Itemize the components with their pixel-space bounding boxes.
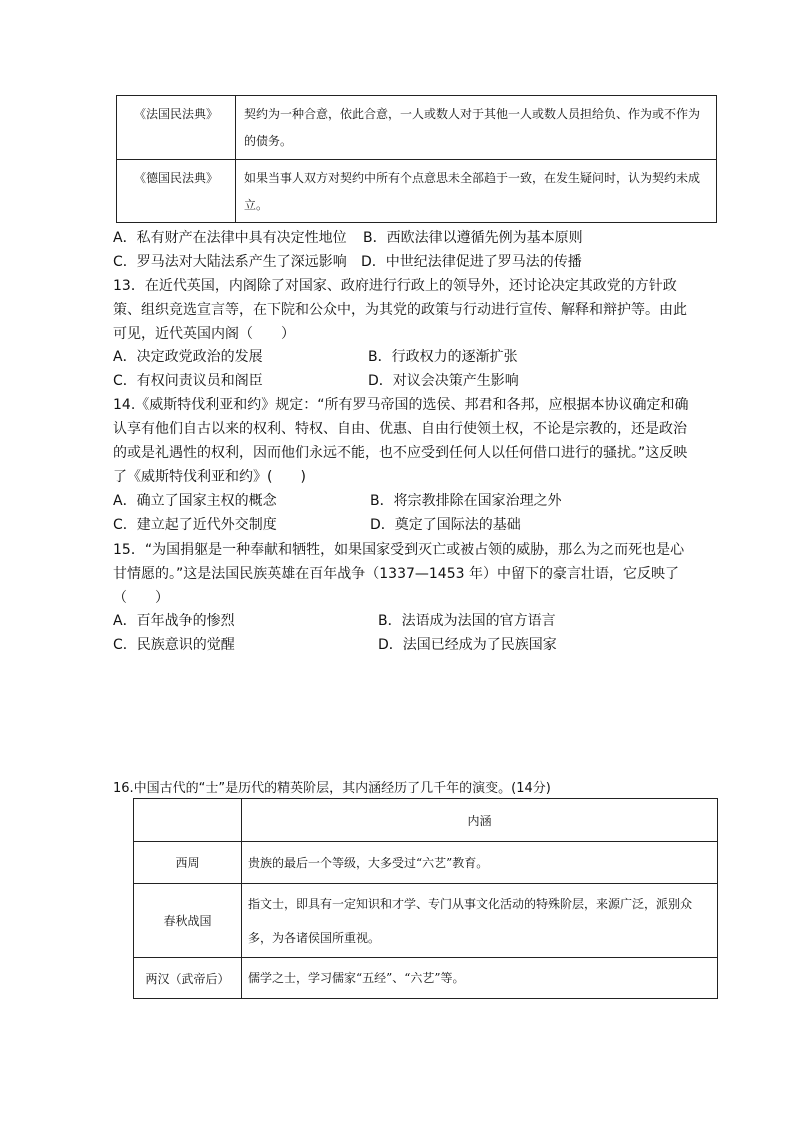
q12-option-a: A．私有财产在法律中具有决定性地位 xyxy=(113,230,347,246)
q14-option-b: B．将宗教排除在国家治理之外 xyxy=(370,493,562,509)
q15-option-d: D．法国已经成为了民族国家 xyxy=(378,637,557,653)
q12-option-d: D．中世纪法律促进了罗马法的传播 xyxy=(361,254,582,270)
content-cell: 贵族的最后一个等级，大多受过“六艺”教育。 xyxy=(242,842,718,884)
q13-option-a: A．决定政党政治的发展 xyxy=(113,349,263,365)
table-row xyxy=(134,884,718,958)
table-row xyxy=(117,160,717,223)
civil-code-table xyxy=(116,95,717,223)
q15-option-b: B．法语成为法国的官方语言 xyxy=(378,613,556,629)
code-text-cell: 如果当事人双方对契约中所有个点意思未全部趋于一致，在发生疑问时，认为契约未成立。 xyxy=(236,160,717,223)
q16-stem: 16.中国古代的“士”是历代的精英阶层，其内涵经历了几千年的演变。(14分) xyxy=(113,781,551,796)
q13-option-c: C．有权问责议员和阁臣 xyxy=(113,373,263,389)
content-cell: 儒学之士，学习儒家“五经”、“六艺”等。 xyxy=(242,958,718,999)
q13-option-d: D．对议会决策产生影响 xyxy=(368,373,519,389)
code-text-cell: 契约为一种合意，依此合意，一人或数人对于其他一人或数人员担给负、作为或不作为的债务。 xyxy=(236,96,717,160)
q13-stem: 13．在近代英国，内阁除了对国家、政府进行行政上的领导外，还讨论决定其政党的方针政策、组织竞选宣言等，在下院和公众中，为其党的政策与行动进行宣传、解释和辩护等。由此可见，近代英国内阁（ ） xyxy=(113,278,687,342)
q15-stem: 15．“为国捐躯是一种奉献和牺牲，如果国家受到灭亡或被占领的威胁，那么为之而死也是心甘情愿的。”这是法国民族英雄在百年战争（1337—1453 年）中留下的豪言壮语，它反映了（ ） xyxy=(113,542,685,606)
q13-option-b: B．行政权力的逐渐扩张 xyxy=(368,349,518,365)
table-row xyxy=(134,842,718,884)
content-header-cell: 内涵 xyxy=(242,799,718,842)
table-row xyxy=(117,96,717,160)
scholar-evolution-table xyxy=(133,798,718,999)
q15-option-a: A．百年战争的惨烈 xyxy=(113,613,235,629)
q14-stem: 14.《威斯特伐利亚和约》规定：“所有罗马帝国的选侯、邦君和各邦，应根据本协议确定和确认享有他们自古以来的权利、特权、自由、优惠、自由行使领土权，不论是宗教的，还是政治的或是礼遇性的权利，因而他们永远不能，也不应受到任何人以任何借口进行的骚扰。”这反映了《威斯特伐利亚和约》( ) xyxy=(113,397,689,485)
table-row xyxy=(134,958,718,999)
q14-option-c: C．建立起了近代外交制度 xyxy=(113,517,277,533)
q14-option-d: D．奠定了国际法的基础 xyxy=(370,517,521,533)
q12-option-c: C．罗马法对大陆法系产生了深远影响 xyxy=(113,254,347,270)
code-name-cell: 《德国民法典》 xyxy=(117,160,236,223)
era-cell: 西周 xyxy=(134,842,242,884)
era-cell: 春秋战国 xyxy=(134,884,242,958)
era-header-cell xyxy=(134,799,242,842)
table-header-row xyxy=(134,799,718,842)
code-name-cell: 《法国民法典》 xyxy=(117,96,236,160)
era-cell: 两汉（武帝后） xyxy=(134,958,242,999)
content-cell: 指文士，即具有一定知识和才学、专门从事文化活动的特殊阶层，来源广泛，派别众多，为各诸侯国所重视。 xyxy=(242,884,718,958)
q14-option-a: A．确立了国家主权的概念 xyxy=(113,493,277,509)
q15-option-c: C．民族意识的觉醒 xyxy=(113,637,235,653)
q12-option-b: B．西欧法律以遵循先例为基本原则 xyxy=(363,230,583,246)
